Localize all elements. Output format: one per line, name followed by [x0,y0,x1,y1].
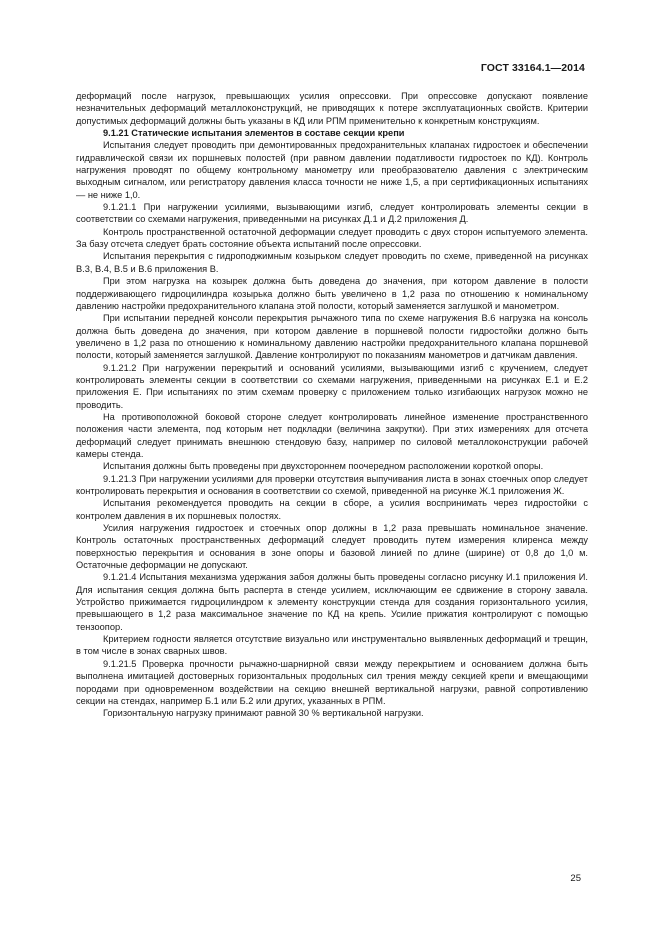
paragraph: 9.1.21.3 При нагружении усилиями для проверки отсутствия выпучивания листа в зонах стоечных опор следует контролировать перекрытия и основания в соответствии со схемой, приведенной на рисунке Ж.1 приложения Ж. [76,473,588,496]
paragraph: Горизонтальную нагрузку принимают равной 30 % вертикальной нагрузки. [103,708,424,719]
paragraph: Критерием годности является отсутствие визуально или инструментально выявленных деформаций и трещин, в том числе в зонах сварных швов. [76,634,588,657]
paragraph: 9.1.21.5 Проверка прочности рычажно-шарнирной связи между перекрытием и основанием должна быть выполнена имитацией достоверных горизонтальных продольных сил трения между секцией крепи и вмещающими породами при одновременном воздействии на секцию внешней вертикальной нагрузки, равной сопротивлению секции на стендах, например Б.1 или Б.2 или других, указанных в РПМ. [76,658,588,706]
paragraph: Испытания перекрытия с гидроподжимным козырьком следует проводить по схеме, приведенной на рисунках В.3, В.4, В.5 и В.6 приложения В. [76,251,588,274]
document-body [76,90,588,720]
paragraph: Испытания должны быть проведены при двухстороннем поочередном расположении короткой опоры. [103,461,544,472]
paragraph: 9.1.21.4 Испытания механизма удержания забоя должны быть проведены согласно рисунку И.1 приложения И. Для испытания секция должна быть расперта в стенде усилием, исключающим ее сдвижение в сторону завала. Устройство прижимается гидроцилиндром к элементу конструкции стенда для создания горизонтального усилия, превышающего в 1,2 раза максимальное значение по КД на крепь. Усилие прижатия контролируют с помощью тензоопор. [76,572,588,632]
paragraph: Испытания следует проводить при демонтированных предохранительных клапанах гидростоек и обеспечении гидравлической связи их поршневых полостей (при равном давлении податливости гидростоек по КД). Контроль нагружения проводят по общему контрольному манометру или преобразователю давления с электрическим выходным сигналом, или регистратору давления класса точности не ниже 1,5, а при сертификационных испытаниях — не ниже 1,0. [76,140,588,200]
paragraph: 9.1.21.2 При нагружении перекрытий и оснований усилиями, вызывающими изгиб с кручением, следует контролировать элементы секции в соответствии со схемами нагружения, приведенными на рисунках Е.1 и Е.2 приложения Е. При испытаниях по этим схемам проверку с приложением только изгибающих нагрузок можно не проводить. [76,362,588,410]
paragraph: Усилия нагружения гидростоек и стоечных опор должны в 1,2 раза превышать номинальное значение. Контроль остаточных пространственных деформаций следует проводить путем измерения клиренса между поверхностью перекрытия и основания в зоне опоры и базовой линией по длине (ширине) от 0,8 до 1,0 м. Остаточные деформации не допускают. [76,523,588,571]
page-number: 25 [570,873,581,884]
paragraph: 9.1.21.1 При нагружении усилиями, вызывающими изгиб, следует контролировать элементы секции в соответствии со схемами нагружения, приведенными на рисунках Д.1 и Д.2 приложения Д. [76,202,588,225]
section-heading: 9.1.21 Статические испытания элементов в составе секции крепи [103,128,405,139]
paragraph: При этом нагрузка на козырек должна быть доведена до значения, при котором давление в полости поддерживающего гидроцилиндра козырька должно быть увеличено в 1,2 раза по отношению к номинальному давлению настройки предохранительного клапана этой полости, который заменяется заглушкой и манометром. [76,276,588,311]
paragraph: деформаций после нагрузок, превышающих усилия опрессовки. При опрессовке допускают появление незначительных деформаций металлоконструкций, не приводящих к потере эксплуатационных свойств. Критерии допустимых деформаций должны быть указаны в КД или РПМ применительно к конкретным конструкциям. [76,91,588,126]
paragraph: Контроль пространственной остаточной деформации следует проводить с двух сторон испытуемого элемента. За базу отсчета следует брать состояние объекта испытаний после опрессовки. [76,226,588,250]
paragraph: Испытания рекомендуется проводить на секции в сборе, а усилия воспринимать через гидростойки с контролем давления в их поршневых полостях. [76,498,588,521]
paragraph: При испытании передней консоли перекрытия рычажного типа по схеме нагружения В.6 нагрузка на консоль должна быть доведена до значения, при котором давление в поршневой полости гидростойки должно быть увеличено в 1,2 раза по отношению к номинальному давлению настройки предохранительного клапана поршневой полости, который заменяется заглушкой. Давление контролируют по показаниям манометров и датчикам давления. [76,313,588,361]
standard-header: ГОСТ 33164.1—2014 [480,62,585,74]
paragraph: На противоположной боковой стороне следует контролировать линейное изменение пространственного положения части элемента, под которым нет подкладки (величина закрутки). При этих измерениях для отсчета деформаций следует принимать внешнюю стендовую базу, например по силовой металлоконструкции рабочей камеры стенда. [76,411,588,459]
